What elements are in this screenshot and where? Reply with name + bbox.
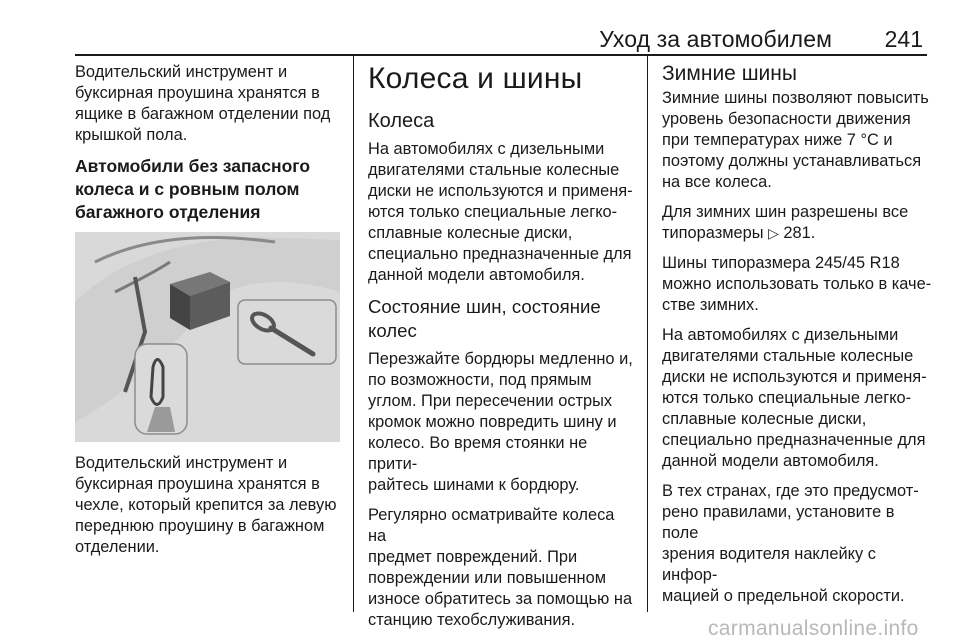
- page-reference-arrow-icon[interactable]: ▷: [768, 225, 779, 241]
- section-title: Колеса и шины: [368, 62, 583, 95]
- page-header-title: Уход за автомобилем: [599, 26, 832, 52]
- tool-bag-paragraph: Водительский инструмент и буксирная проушина хранятся в чехле, который крепится за левую переднюю проушину в багажном отделении.: [75, 454, 337, 556]
- tire-condition-paragraph-1: Перезжайте бордюры медленно и, по возможности, под прямым углом. При пересечении острых кромок можно повредить шину и колесо. Во время стоянки не прити- райтесь шинами к бордюру.: [368, 350, 633, 494]
- winter-tires-paragraph-2-text: Для зимних шин разрешены все типоразмеры: [662, 203, 909, 242]
- page-number: 241: [884, 26, 923, 52]
- wheels-paragraph: На автомобилях с дизельными двигателями стальные колесные диски не используются и применя- ются только специальные легко- сплавные колесные диски, специально предназначенные для данной модели автомобиля.: [368, 140, 633, 284]
- column-left: [75, 62, 345, 567]
- winter-tires-paragraph-3: Шины типоразмера 245/45 R18 можно использовать только в каче- стве зимних.: [662, 254, 932, 314]
- column-middle: [368, 62, 634, 640]
- tire-condition-paragraph-2: Регулярно осматривайте колеса на предмет повреждений. При повреждении или повышенном износе обратитесь за помощью на станцию техобслуживания.: [368, 506, 633, 629]
- column-divider-right: [647, 55, 648, 612]
- watermark: carmanualsonline.info: [708, 617, 919, 640]
- winter-tires-paragraph-1: Зимние шины позволяют повысить уровень безопасности движения при температурах ниже 7 °C и поэтому должны устанавливаться на все колеса.: [662, 89, 929, 191]
- trunk-tools-illustration: [75, 232, 340, 442]
- winter-tires-paragraph-2: [662, 202, 932, 244]
- wheels-heading: Колеса: [368, 110, 435, 132]
- tire-condition-heading: Состояние шин, состояние колес: [368, 296, 601, 341]
- page-reference-number[interactable]: 281.: [783, 224, 816, 242]
- no-spare-wheel-heading: Автомобили без запасного колеса и с ровным полом багажного отделения: [75, 156, 311, 222]
- header-rule: [75, 54, 927, 56]
- column-right: [662, 62, 932, 616]
- column-divider-left: [353, 55, 354, 612]
- winter-tires-paragraph-4: На автомобилях с дизельными двигателями стальные колесные диски не используются и применя- ются только специальные легко- сплавные колесные диски, специально предназначенные для данной модели автомобиля.: [662, 326, 927, 470]
- tool-storage-paragraph: Водительский инструмент и буксирная проушина хранятся в ящике в багажном отделении под крышкой пола.: [75, 63, 331, 144]
- winter-tires-heading: Зимние шины: [662, 62, 797, 85]
- winter-tires-paragraph-5: В тех странах, где это предусмот- рено правилами, установите в поле зрения водителя наклейку с инфор- мацией о предельной скорости.: [662, 482, 919, 605]
